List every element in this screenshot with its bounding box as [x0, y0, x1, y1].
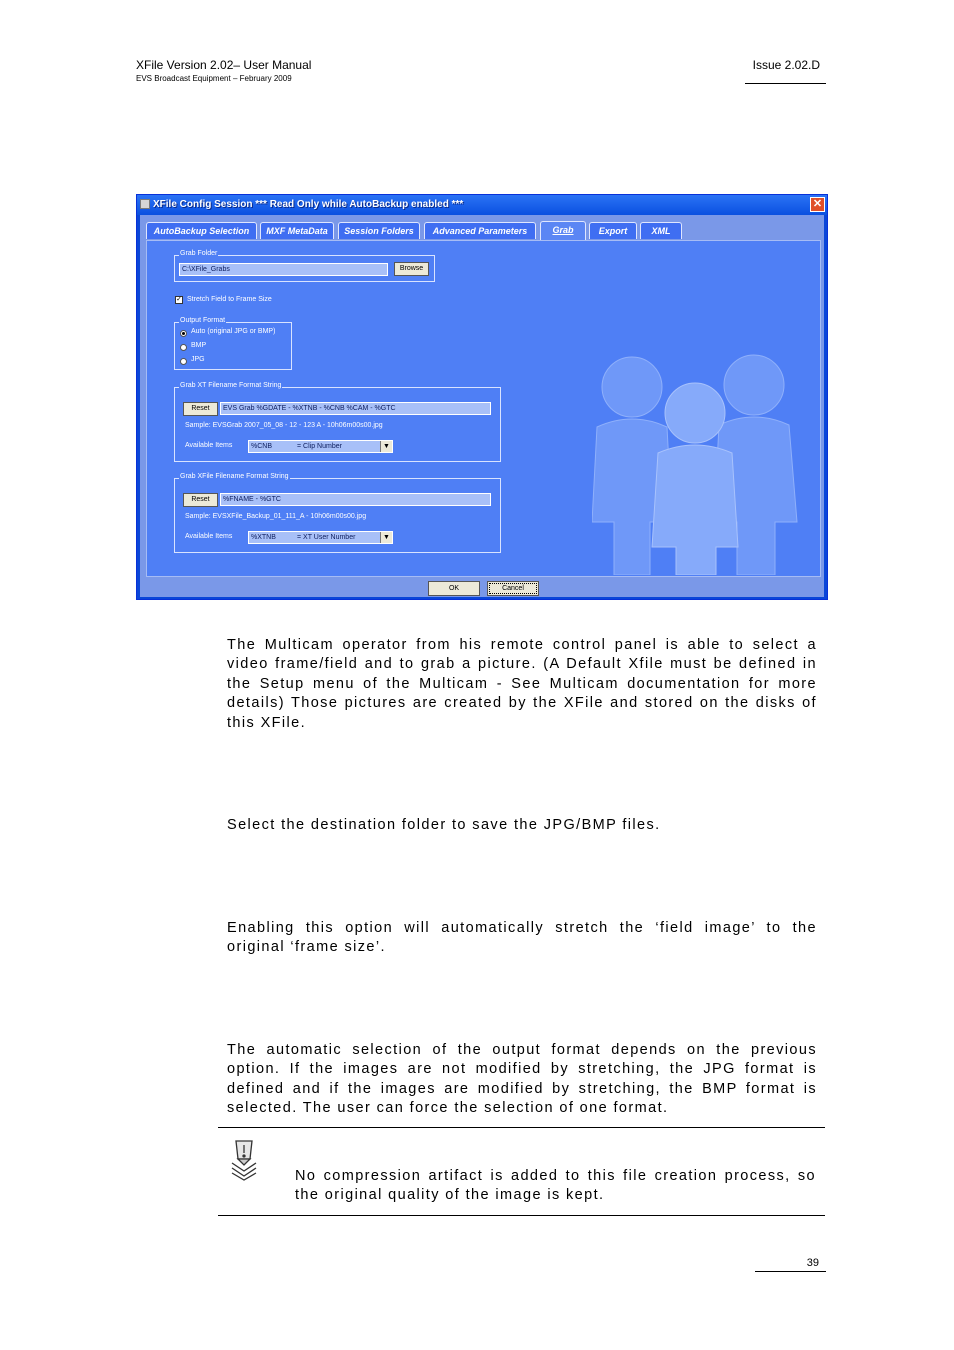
issue-number: Issue 2.02.D — [752, 58, 820, 72]
note-text: No compression artifact is added to this file creation process, so the original quality of the image is kept. — [295, 1168, 816, 1204]
grab-xfile-sample: Sample: EVSXFile_Backup_01_111_A - 10h06m00s00.jpg — [185, 513, 367, 520]
config-window — [136, 194, 828, 600]
radio-jpg-label: JPG — [191, 356, 205, 363]
users-graphic-icon — [592, 347, 812, 575]
grab-xfile-available-select[interactable] — [248, 531, 393, 544]
radio-bmp-label: BMP — [191, 342, 207, 349]
note-bottom-rule — [218, 1215, 825, 1216]
radio-auto-label: Auto (original JPG or BMP) — [191, 328, 276, 335]
paragraph-intro: The Multicam operator from his remote control panel is able to select a video frame/field and to grab a picture. (A Default Xfile must be defined in the Setup menu of the Multicam - See Multicam documentation for more details) Those pictures are created by the XFile and stored on the disks of this XFile. — [227, 637, 817, 731]
grab-panel — [146, 240, 821, 577]
output-format-label: Output Format — [180, 317, 226, 324]
grab-xt-available-select[interactable] — [248, 440, 393, 453]
grab-folder-input[interactable]: C:\XFile_Grabs — [179, 263, 388, 276]
footer-rule — [755, 1271, 826, 1272]
ok-button[interactable]: OK — [428, 581, 480, 596]
tab-export[interactable]: Export — [589, 222, 637, 239]
chevron-down-icon[interactable]: ▼ — [380, 532, 392, 543]
note-top-rule — [218, 1127, 825, 1128]
close-icon[interactable]: ✕ — [810, 197, 825, 212]
grab-xt-group — [174, 382, 501, 462]
grab-xt-reset-button[interactable]: Reset — [183, 402, 218, 416]
grab-xt-sample: Sample: EVSGrab 2007_05_08 - 12 - 123 A - 10h06m00s00.jpg — [185, 422, 383, 429]
tab-mxf-metadata[interactable]: MXF MetaData — [260, 222, 334, 239]
paragraph-stretch: Enabling this option will automatically stretch the ‘field image’ to the original ‘frame size’. — [227, 920, 817, 956]
grab-xt-label: Grab XT Filename Format String — [180, 382, 282, 389]
grab-xfile-available-label: Available Items — [185, 533, 233, 540]
page-number: 39 — [806, 1257, 819, 1269]
paragraph-grab-folder: Select the destination folder to save the JPG/BMP files. — [227, 817, 661, 833]
tab-session-folders[interactable]: Session Folders — [338, 222, 420, 239]
radio-auto[interactable] — [180, 330, 187, 337]
app-icon — [140, 199, 150, 209]
document-title: XFile Version 2.02– User Manual — [136, 58, 312, 72]
grab-xt-format-input[interactable]: EVS Grab %GDATE - %XTNB - %CNB %CAM - %GTC — [220, 402, 491, 415]
document-subtitle: EVS Broadcast Equipment – February 2009 — [136, 74, 292, 83]
grab-folder-group — [174, 250, 435, 282]
radio-bmp[interactable] — [180, 344, 187, 351]
grab-folder-label: Grab Folder — [180, 250, 218, 257]
stretch-checkbox[interactable]: ✓ — [176, 296, 182, 303]
note-icon — [228, 1139, 260, 1181]
tab-xml[interactable]: XML — [640, 222, 682, 239]
grab-xt-available-code: %CNB — [251, 443, 273, 450]
grab-xt-available-label: Available Items — [185, 442, 233, 449]
grab-xfile-reset-button[interactable]: Reset — [183, 493, 218, 507]
grab-xt-available-desc: = Clip Number — [297, 443, 342, 450]
stretch-label: Stretch Field to Frame Size — [187, 296, 272, 303]
radio-jpg[interactable] — [180, 358, 187, 365]
paragraph-output-format: The automatic selection of the output format depends on the previous option. If the images are not modified by stretching, the JPG format is defined and if the images are modified by stretching, the BMP format is selected. The user can force the selection of one format. — [227, 1042, 817, 1117]
tab-grab[interactable]: Grab — [540, 221, 586, 240]
grab-xfile-available-desc: = XT User Number — [297, 534, 356, 541]
grab-xfile-available-code: %XTNB — [251, 534, 276, 541]
tab-autobackup-selection[interactable]: AutoBackup Selection — [146, 222, 257, 239]
window-title: XFile Config Session *** Read Only while AutoBackup enabled *** — [153, 199, 464, 210]
chevron-down-icon[interactable]: ▼ — [380, 441, 392, 452]
grab-xfile-group — [174, 473, 501, 553]
browse-button[interactable]: Browse — [394, 262, 429, 276]
window-client — [140, 215, 824, 597]
window-titlebar — [137, 195, 827, 215]
cancel-button[interactable]: Cancel — [487, 581, 539, 596]
output-format-group — [174, 317, 292, 370]
grab-xfile-label: Grab XFile Filename Format String — [180, 473, 289, 480]
tab-advanced-parameters[interactable]: Advanced Parameters — [424, 222, 536, 239]
grab-xfile-format-input[interactable]: %FNAME - %GTC — [220, 493, 491, 506]
header-rule — [745, 83, 826, 84]
